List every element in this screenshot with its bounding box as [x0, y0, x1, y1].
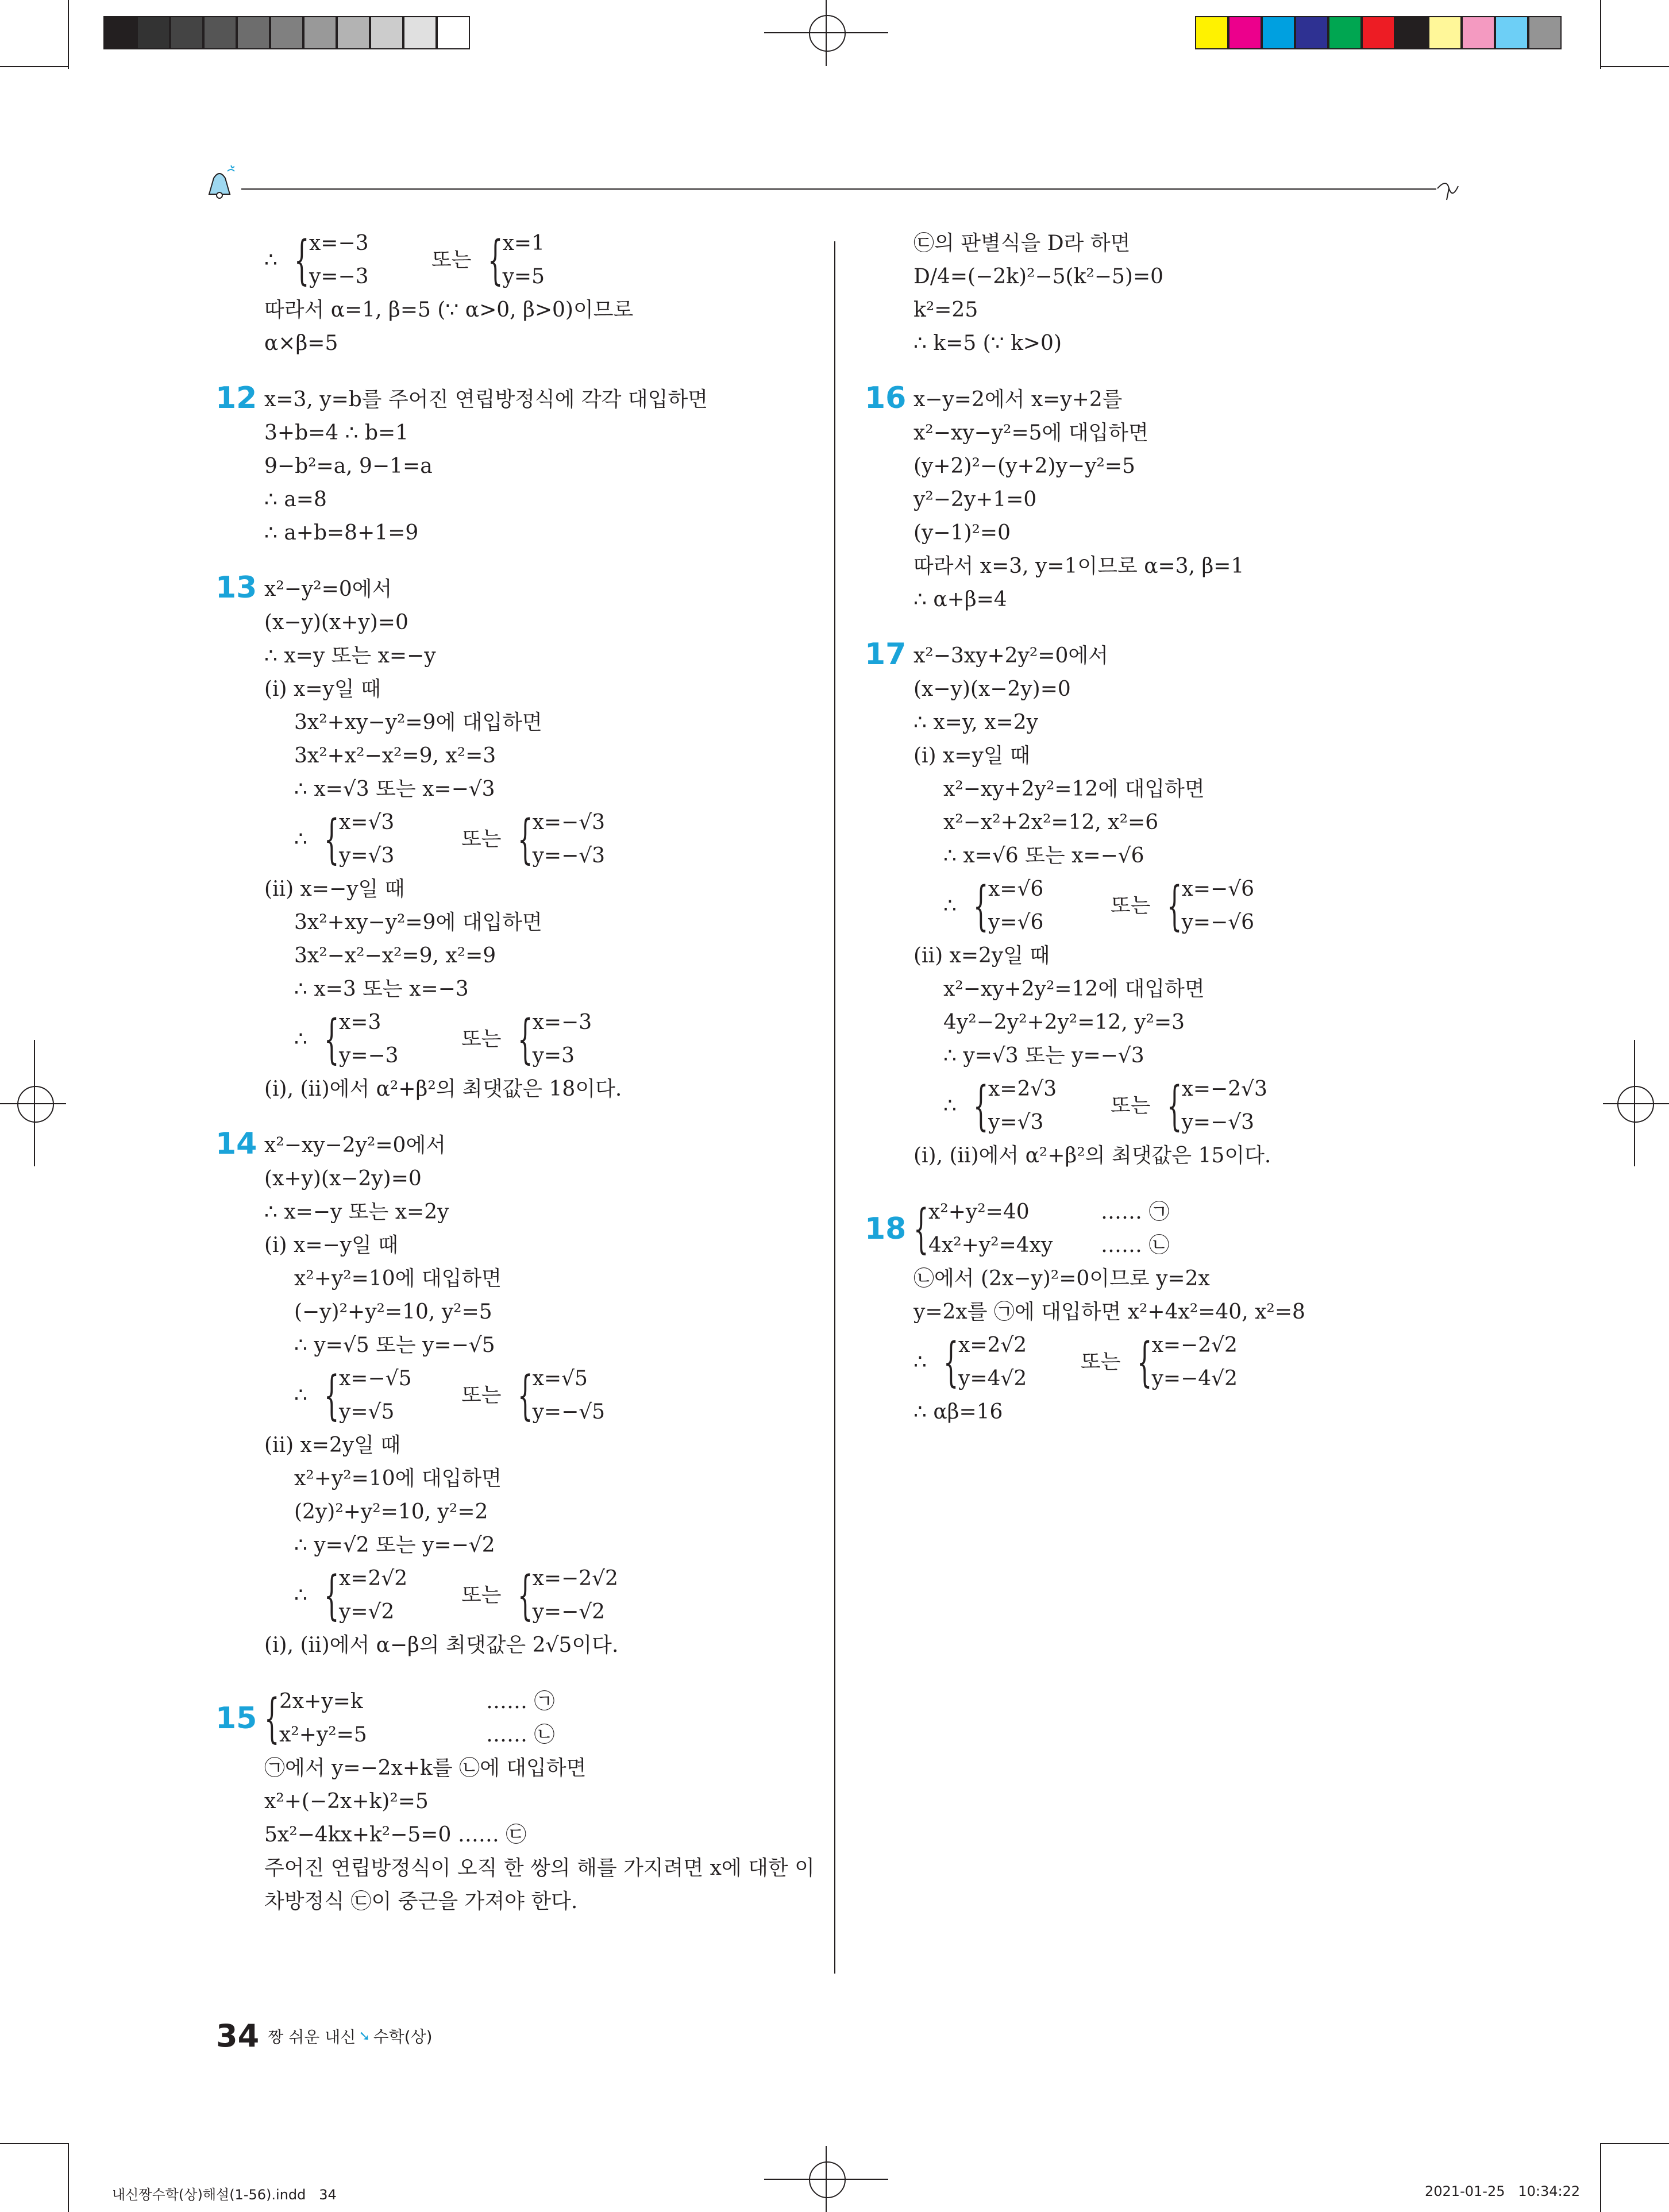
book-title: 짱 쉬운 내신 [268, 2027, 356, 2047]
problem-15: 15 { 2x+y=k x²+y²=5 …… ㉠ …… ㉡ [215, 1687, 555, 1749]
text-line: ∴ x=y 또는 x=−y [264, 644, 436, 668]
text-line: (2y)²+y²=10, y²=2 [294, 1500, 488, 1524]
text-line: ∴ x=−y 또는 x=2y [264, 1200, 449, 1224]
registration-line [826, 0, 827, 66]
crop-mark [68, 2143, 69, 2212]
page-number: 34 [216, 2018, 260, 2054]
conclusion: (ⅰ), (ⅱ)에서 α²+β²의 최댓값은 15이다. [913, 1144, 1271, 1167]
calibration-swatch [1528, 16, 1562, 49]
calibration-swatch [1262, 16, 1295, 49]
problem-16: 16 x−y=2에서 x=y+2를 [865, 381, 1123, 415]
case-heading: (ⅰ) x=y일 때 [264, 677, 381, 701]
text-line: (x−y)(x−2y)=0 [913, 677, 1071, 701]
text-line: 3x²+x²−x²=9, x²=3 [294, 744, 496, 768]
header-rule [241, 188, 1436, 190]
crop-mark [0, 2143, 69, 2144]
text-line: ∴ y=√3 또는 y=−√3 [943, 1044, 1144, 1068]
calibration-swatch [403, 16, 437, 49]
calibration-swatch [1228, 16, 1262, 49]
calibration-swatch [1495, 16, 1528, 49]
text-line: α×β=5 [264, 332, 338, 355]
text-line: x²−x²+2x²=12, x²=6 [943, 811, 1159, 834]
text-line: 주어진 연립방정식이 오직 한 쌍의 해를 가지려면 x에 대한 이 [264, 1856, 815, 1880]
solution-system: ∴ { x=2√3 y=√3 또는 { x=−2√3 y=−√3 [943, 1075, 1267, 1136]
calibration-swatch [370, 16, 403, 49]
calibration-swatch [1328, 16, 1362, 49]
subject-name: 수학(상) [373, 2027, 433, 2047]
text-line: (−y)²+y²=10, y²=5 [294, 1300, 492, 1324]
text-line: 9−b²=a, 9−1=a [264, 454, 433, 478]
text-line: ∴ a=8 [264, 488, 327, 511]
bell-with-ribbon-icon [202, 161, 242, 201]
solution-system: ∴ { x=−√5 y=√5 또는 { x=√5 y=−√5 [294, 1365, 606, 1426]
text-line: x²+y²=10에 대입하면 [294, 1267, 502, 1290]
text-line: (y−1)²=0 [913, 521, 1011, 545]
text-line: (x−y)(x+y)=0 [264, 611, 408, 634]
problem-14: 14 x²−xy−2y²=0에서 [215, 1127, 446, 1161]
crop-mark [68, 0, 69, 69]
solution-system: ∴ { x=−3 y=−3 또는 { x=1 y=5 [264, 229, 545, 291]
left-column [215, 227, 816, 1918]
calibration-swatch [337, 16, 370, 49]
text-line: ∴ k=5 (∵ k>0) [913, 332, 1062, 355]
crop-mark [0, 66, 69, 67]
solution-system: ∴ { x=√6 y=√6 또는 { x=−√6 y=−√6 [943, 875, 1255, 937]
text-line: ㉡에서 (2x−y)²=0이므로 y=2x [913, 1267, 1210, 1290]
case-heading: (ⅰ) x=y일 때 [913, 744, 1030, 768]
case-heading: (ⅱ) x=−y일 때 [264, 877, 405, 901]
text-line: ∴ x=√3 또는 x=−√3 [294, 777, 495, 801]
text-line: ∴ a+b=8+1=9 [264, 521, 419, 545]
conclusion: (ⅰ), (ⅱ)에서 α−β의 최댓값은 2√5이다. [264, 1633, 619, 1657]
calibration-swatch [137, 16, 170, 49]
column-divider [834, 241, 835, 1974]
registration-target-icon [1617, 1086, 1654, 1123]
solution-system: ∴ { x=2√2 y=√2 또는 { x=−2√2 y=−√2 [294, 1564, 618, 1626]
text-line: k²=25 [913, 298, 978, 322]
text-line: y²−2y+1=0 [913, 488, 1037, 511]
problem-12: 12 x=3, y=b를 주어진 연립방정식에 각각 대입하면 [215, 381, 708, 415]
text-line: ∴ x=y, x=2y [913, 711, 1038, 734]
text-line: 따라서 α=1, β=5 (∵ α>0, β>0)이므로 [264, 298, 634, 322]
problem-number: 15 [215, 1701, 257, 1736]
text-line: 4y²−2y²+2y²=12, y²=3 [943, 1011, 1185, 1034]
registration-line [826, 2146, 827, 2212]
case-heading: (ⅱ) x=2y일 때 [264, 1433, 401, 1457]
calibration-swatch [237, 16, 270, 49]
calibration-swatch [203, 16, 237, 49]
crop-mark [1600, 66, 1669, 67]
text-line: ∴ y=√2 또는 y=−√2 [294, 1533, 495, 1557]
solution-system: ∴ { x=2√2 y=4√2 또는 { x=−2√2 y=−4√2 [913, 1331, 1238, 1393]
problem-number: 12 [215, 381, 257, 415]
text-line: 3+b=4 ∴ b=1 [264, 421, 409, 445]
calibration-swatch [1195, 16, 1228, 49]
calibration-swatch [170, 16, 203, 49]
text-line: x²+(−2x+k)²=5 [264, 1790, 429, 1813]
ribbon-knot-icon [1435, 178, 1460, 201]
problem-number: 14 [215, 1127, 257, 1161]
calibration-swatch [1428, 16, 1462, 49]
text-line: ∴ x=√6 또는 x=−√6 [943, 844, 1144, 868]
calibration-swatch [1395, 16, 1428, 49]
crop-mark [1600, 0, 1601, 69]
registration-target-icon [809, 2161, 846, 2198]
formula-line: D/4=(−2k)²−5(k²−5)=0 [913, 265, 1164, 288]
text-line: x²−xy−y²=5에 대입하면 [913, 421, 1148, 445]
text-line: ㉠에서 y=−2x+k를 ㉡에 대입하면 [264, 1756, 587, 1780]
page-footer [216, 2018, 433, 2054]
conclusion: (ⅰ), (ⅱ)에서 α²+β²의 최댓값은 18이다. [264, 1077, 622, 1101]
calibration-swatch [1362, 16, 1395, 49]
problem-18: 18 { x²+y²=40 4x²+y²=4xy …… ㉠ …… ㉡ [865, 1198, 1170, 1259]
text-line: 3x²+xy−y²=9에 대입하면 [294, 911, 542, 934]
case-heading: (ⅰ) x=−y일 때 [264, 1234, 399, 1257]
calibration-swatch [1295, 16, 1328, 49]
text-line: ∴ y=√5 또는 y=−√5 [294, 1334, 495, 1357]
solution-system: ∴ { x=3 y=−3 또는 { x=−3 y=3 [294, 1008, 592, 1070]
text-line: (y+2)²−(y+2)y−y²=5 [913, 454, 1135, 478]
text-line: ㉢의 판별식을 D라 하면 [913, 232, 1131, 255]
text-line: (x+y)(x−2y)=0 [264, 1167, 422, 1190]
right-column [865, 227, 1580, 1429]
crop-mark [1600, 2143, 1601, 2212]
text-line: 5x²−4kx+k²−5=0 …… ㉢ [264, 1823, 527, 1847]
registration-line [1634, 1040, 1635, 1166]
text-line: 3x²+xy−y²=9에 대입하면 [294, 711, 542, 734]
calibration-swatch [303, 16, 337, 49]
text-line: 차방정식 ㉢이 중근을 가져야 한다. [264, 1890, 578, 1913]
problem-number: 18 [865, 1212, 907, 1246]
text-line: y=2x를 ㉠에 대입하면 x²+4x²=40, x²=8 [913, 1300, 1305, 1324]
calibration-swatch [437, 16, 470, 49]
registration-line [1603, 1103, 1669, 1104]
text-line: x²−xy+2y²=12에 대입하면 [943, 777, 1205, 801]
problem-13: 13 x²−y²=0에서 [215, 571, 392, 605]
text-line: 따라서 x=3, y=1이므로 α=3, β=1 [913, 554, 1244, 578]
problem-number: 13 [215, 571, 257, 605]
calibration-swatch [270, 16, 303, 49]
problem-17: 17 x²−3xy+2y²=0에서 [865, 637, 1108, 672]
registration-line [34, 1040, 35, 1166]
text-line: 3x²−x²−x²=9, x²=9 [294, 944, 496, 968]
text-line: ∴ α+β=4 [913, 588, 1007, 611]
conclusion: ∴ αβ=16 [913, 1400, 1003, 1424]
timestamp: 2021-01-25 10:34:22 [1425, 2183, 1581, 2199]
registration-target-icon [17, 1086, 54, 1123]
crop-mark [1600, 2143, 1669, 2144]
file-slug: 내신짱수학(상)해설(1-56).indd 34 [112, 2187, 337, 2203]
calibration-swatch [1462, 16, 1495, 49]
case-heading: (ⅱ) x=2y일 때 [913, 944, 1050, 968]
solution-system: ∴ { x=√3 y=√3 또는 { x=−√3 y=−√3 [294, 808, 606, 870]
registration-target-icon [809, 15, 846, 52]
text-line: x²+y²=10에 대입하면 [294, 1467, 502, 1490]
problem-number: 16 [865, 381, 907, 415]
registration-line [0, 1103, 66, 1104]
chevron-icon: ➘ [359, 2028, 371, 2044]
problem-number: 17 [865, 637, 907, 672]
text-line: ∴ x=3 또는 x=−3 [294, 977, 469, 1001]
text-line: x²−xy+2y²=12에 대입하면 [943, 977, 1205, 1001]
calibration-swatch [103, 16, 137, 49]
